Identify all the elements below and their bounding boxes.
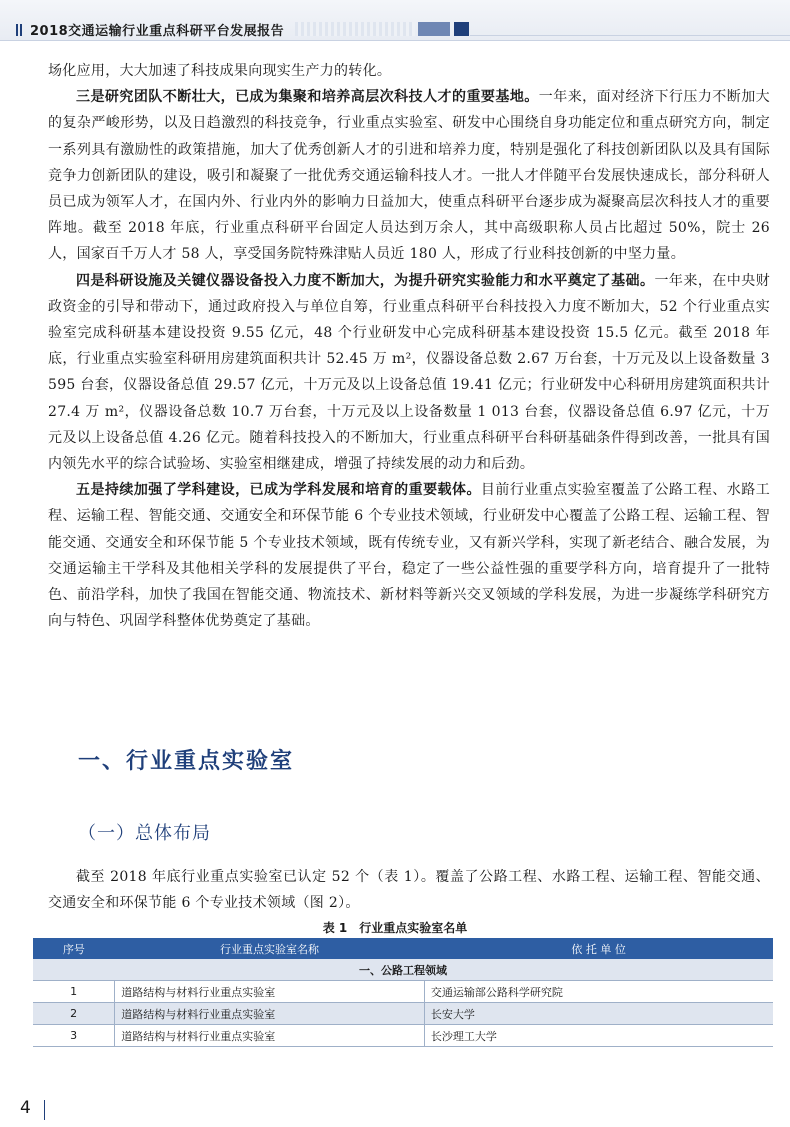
subsection-heading: （一）总体布局	[78, 823, 211, 844]
paragraph-2	[48, 268, 770, 478]
cell-unit: 长沙理工大学	[424, 1025, 773, 1047]
header-block-dark	[454, 22, 469, 36]
paragraph-lead: 五是持续加强了学科建设，已成为学科发展和培育的重要载体。	[76, 482, 481, 499]
paragraph-text: 一年来，面对经济下行压力不断加大的复杂严峻形势，以及日趋激烈的科技竞争，行业重点实验室、研发中心围绕自身功能定位和重点研究方向，制定一系列具有激励性的政策措施，加大了优秀创新人才的引进和培养力度，特别是强化了科技创新团队以及具有国际竞争力创新团队的建设，吸引和凝聚了一批优秀交通运输科技人才。一批人才伴随平台发展快速成长，部分科研人员已成为领军人才，在国内外、行业内外的影响力日益加大，使重点科研平台逐步成为凝聚高层次科技人才的重要阵地。截至 2018 年底，行业重点科研平台固定人员达到万余人，其中高级职称人员占比超过 50%，院士 26 人，国家百千万人才 58 人，享受国务院特殊津贴人员近 180 人，形成了行业科技创新的中坚力量。	[48, 89, 770, 263]
header-title: 2018交通运输行业重点科研平台发展报告	[30, 24, 285, 39]
header-block-light	[418, 22, 450, 36]
page-header	[0, 0, 790, 41]
body-text-2	[48, 864, 770, 916]
page-number: 4	[20, 1098, 31, 1118]
section-heading: 一、行业重点实验室	[78, 749, 295, 774]
header-bars-icon	[16, 24, 22, 36]
footer-bar	[44, 1100, 45, 1120]
paragraph-text: 一年来，在中央财政资金的引导和带动下，通过政府投入与单位自筹，行业重点科研平台科技投入力度不断加大，52 个行业重点实验室完成科研基本建设投资 9.55 亿元，48 个行业研发中心完成科研基本建设投资 15.5 亿元。截至 2018 年底，行业重点实验室科研用房建筑面积共计 52.45 万 m²，仪器设备总数 2.67 万台套，十万元及以上设备数量 3 595 台套，仪器设备总值 29.57 亿元，十万元及以上设备总值 19.41 亿元；行业研发中心科研用房建筑面积共计 27.4 万 m²，仪器设备总数 10.7 万台套，十万元及以上设备数量 1 013 台套，仪器设备总值 6.97 亿元，十万元及以上设备总值 4.26 亿元。随着科技投入的不断加大，行业重点科研平台科研基础条件得到改善，一批具有国内领先水平的综合试验场、实验室相继建成，增强了持续发展的动力和后劲。	[48, 272, 770, 473]
section-cell: 一、公路工程领域	[33, 959, 773, 981]
lab-table	[33, 938, 773, 1047]
header-cell-unit: 依 托 单 位	[424, 938, 773, 959]
table-header-row	[33, 938, 773, 959]
cell-index: 1	[33, 981, 115, 1003]
paragraph-lead: 三是研究团队不断壮大，已成为集聚和培养高层次科技人才的重要基地。	[76, 89, 539, 106]
body-text	[48, 58, 770, 634]
cell-name: 道路结构与材料行业重点实验室	[115, 1003, 425, 1025]
cell-unit: 交通运输部公路科学研究院	[424, 981, 773, 1003]
table-section-row	[33, 959, 773, 981]
cell-unit: 长安大学	[424, 1003, 773, 1025]
paragraph-text: 目前行业重点实验室覆盖了公路工程、水路工程、运输工程、智能交通、交通安全和环保节能 6 个专业技术领域，行业研发中心覆盖了公路工程、运输工程、智能交通、交通安全和环保节能 5 个专业技术领域，既有传统专业，又有新兴学科，实现了新老结合、融合发展，为交通运输主干学科及其他相关学科的发展提供了平台，稳定了一些公益性强的重要学科方向，培育提升了一批特色、前沿学科，加快了我国在智能交通、物流技术、新材料等新兴交叉领域的学科发展，为进一步凝练学科研究方向与特色、巩固学科整体优势奠定了基础。	[48, 482, 770, 630]
table-row	[33, 981, 773, 1003]
paragraph-3	[48, 477, 770, 634]
paragraph-text: 场化应用，大大加速了科技成果向现实生产力的转化。	[48, 63, 392, 79]
table-caption: 表 1 行业重点实验室名单	[322, 921, 468, 935]
table-row	[33, 1025, 773, 1047]
paragraph-lead: 四是科研设施及关键仪器设备投入力度不断加大，为提升研究实验能力和水平奠定了基础。	[76, 272, 655, 289]
cell-name: 道路结构与材料行业重点实验室	[115, 981, 425, 1003]
cell-index: 2	[33, 1003, 115, 1025]
table-row	[33, 1003, 773, 1025]
cell-index: 3	[33, 1025, 115, 1047]
header-cell-name: 行业重点实验室名称	[115, 938, 425, 959]
paragraph-0	[48, 58, 770, 84]
cell-name: 道路结构与材料行业重点实验室	[115, 1025, 425, 1047]
paragraph-1	[48, 84, 770, 267]
header-rule	[470, 35, 790, 36]
header-cell-index: 序号	[33, 938, 115, 959]
header-decoration	[295, 22, 415, 36]
paragraph-after-heading: 截至 2018 年底行业重点实验室已认定 52 个（表 1）。覆盖了公路工程、水路工程、运输工程、智能交通、交通安全和环保节能 6 个专业技术领域（图 2）。	[48, 869, 770, 912]
